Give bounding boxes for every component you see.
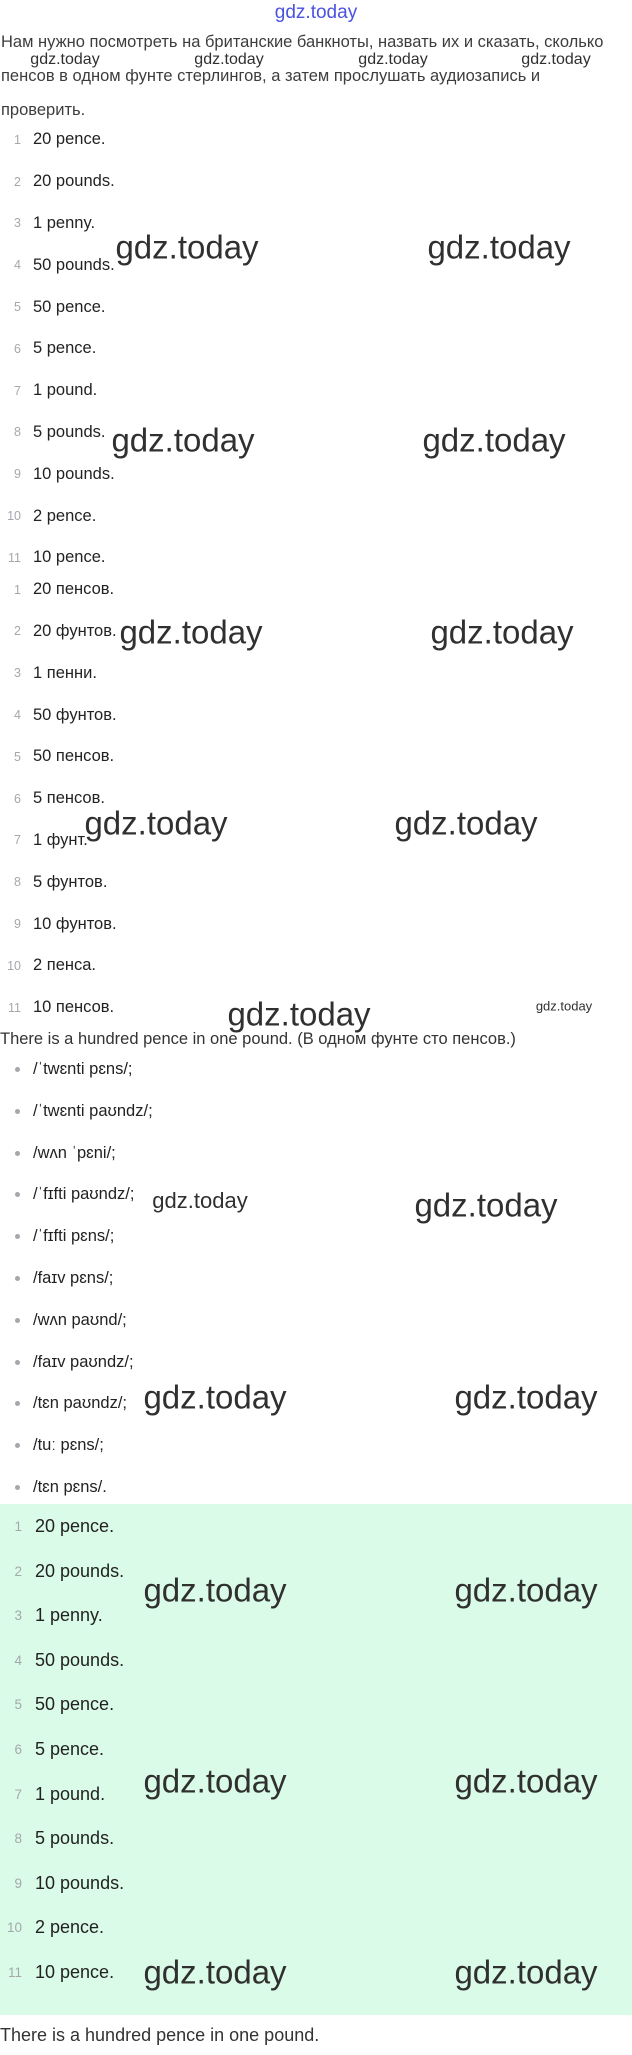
item-text: 1 фунт. [33,830,88,849]
list-item [0,370,632,412]
transcription-text: /ˈfɪfti paʊndz/; [33,1185,135,1204]
site-link[interactable]: gdz.today [274,2,358,23]
item-number: 5 [14,1697,22,1713]
item-number: 11 [8,550,21,565]
list-item [0,1638,632,1683]
item-number: 4 [14,708,21,723]
list-item [0,412,632,454]
transcription-text: /wʌn paʊnd/; [33,1310,127,1329]
bullet-icon [15,1234,20,1239]
item-number: 7 [14,383,21,398]
list-item [0,1950,632,1995]
item-number: 8 [14,1831,22,1847]
item-text: 10 пенсов. [33,998,115,1017]
transcription-text: /ˈtwɛnti pɛns/; [33,1059,133,1078]
list-item [0,1216,632,1258]
transcription-text: /tɛn paʊndz/; [33,1394,127,1413]
bullet-icon [15,1276,20,1281]
task-description: Нам нужно посмотреть на британские банкноты, назвать их и сказать, сколько пенсов в одном фунте стерлингов, а затем прослушать аудиозапись и проверить. [1,33,604,119]
list-item [0,903,632,945]
item-text: 20 pounds. [35,1560,125,1581]
bullet-icon [15,1318,20,1323]
item-number: 1 [14,1519,22,1535]
item-number: 10 [6,1920,22,1936]
item-number: 9 [14,917,21,932]
item-number: 7 [14,833,21,848]
watermark: gdz.today [454,1953,598,1991]
transcription-text: /faɪv paʊndz/; [33,1352,134,1371]
list-item [0,453,632,495]
bullet-icon [15,1151,20,1156]
list-item [0,286,632,328]
item-text: 10 pounds. [35,1872,125,1893]
item-number: 9 [14,1875,22,1891]
answer-list [0,1504,632,1995]
watermark: gdz.today [427,228,571,266]
list-item [0,1341,632,1383]
item-number: 10 [7,958,21,973]
watermark: gdz.today [115,228,259,266]
list-item [0,1906,632,1951]
watermark: gdz.today [152,1188,248,1213]
list-item [0,1299,632,1341]
bullet-icon [15,1485,20,1490]
item-text: 20 фунтов. [33,621,117,640]
item-text: 10 фунтов. [33,914,117,933]
english-answers-list [0,119,632,579]
transcription-text: /ˈtwɛnti paʊndz/; [33,1101,153,1120]
item-number: 11 [8,1000,21,1015]
item-text: 5 пенсов. [33,789,105,808]
bullet-icon [15,1192,20,1197]
watermark: gdz.today [422,421,566,459]
watermark: gdz.today [143,1571,287,1609]
transcription-text: /faɪv pɛns/; [33,1268,114,1287]
list-item [0,1816,632,1861]
list-item [0,1504,632,1549]
item-number: 1 [14,582,21,597]
list-item [0,161,632,203]
list-item [0,694,632,736]
transcription-text: /ˈfɪfti pɛns/; [33,1227,115,1246]
list-item [0,945,632,987]
pence-per-pound-statement: There is a hundred pence in one pound. (В одном фунте сто пенсов.) [0,1029,516,1048]
item-number: 3 [14,666,21,681]
list-item [0,1772,632,1817]
watermark: gdz.today [119,613,263,651]
bullet-icon [15,1109,20,1114]
russian-translation-list [0,569,632,1033]
item-text: 20 pence. [35,1516,115,1537]
item-text: 5 pence. [35,1739,105,1760]
answer-box [0,1504,632,2015]
item-text: 20 pence. [33,130,106,149]
item-number: 2 [14,174,21,189]
watermark: gdz.today [143,1378,287,1416]
watermark: gdz.today [111,421,255,459]
item-number: 4 [14,1652,22,1668]
list-item [0,987,632,1033]
list-item [0,736,632,778]
item-text: 50 пенсов. [33,747,115,766]
list-item [0,1132,632,1174]
item-number: 2 [14,1563,22,1579]
watermark: gdz.today [535,998,593,1014]
list-item [0,611,632,653]
item-number: 10 [7,509,21,524]
item-text: 1 pound. [33,381,98,400]
item-text: 1 penny. [33,213,96,232]
item-number: 6 [14,1742,22,1758]
list-item [0,244,632,286]
list-item [0,203,632,245]
item-number: 2 [14,624,21,639]
watermark: gdz.today [454,1378,598,1416]
item-text: 2 pence. [33,506,97,525]
watermark: gdz.today [227,995,371,1033]
list-item [0,1258,632,1300]
item-number: 8 [14,875,21,890]
list-item [0,861,632,903]
list-item [0,1861,632,1906]
list-item [0,652,632,694]
item-text: 50 pence. [35,1694,115,1715]
item-text: 2 pence. [35,1917,105,1938]
item-number: 4 [14,258,21,273]
transcription-list [0,1049,632,1509]
list-item [0,1727,632,1772]
item-text: 1 пенни. [33,663,97,682]
watermark: gdz.today [143,1953,287,1991]
bullet-icon [15,1401,20,1406]
item-text: 10 pence. [33,548,106,567]
item-text: 20 пенсов. [33,580,115,599]
item-number: 1 [14,132,21,147]
watermark: gdz.today [84,804,228,842]
list-item [0,569,632,611]
transcription-text: /tuː pɛns/; [33,1436,104,1455]
list-item [0,495,632,537]
list-item [0,1549,632,1594]
list-item [0,1090,632,1132]
item-number: 6 [14,791,21,806]
item-text: 10 pence. [35,1962,115,1983]
item-text: 5 pence. [33,339,97,358]
list-item [0,820,632,862]
item-text: 50 pounds. [35,1649,125,1670]
list-item [0,1593,632,1638]
item-text: 10 pounds. [33,464,115,483]
item-text: 20 pounds. [33,172,115,191]
item-text: 5 фунтов. [33,872,108,891]
item-number: 3 [14,216,21,231]
watermark: gdz.today [454,1571,598,1609]
watermark: gdz.today [358,51,428,68]
watermark: gdz.today [454,1762,598,1800]
watermark: gdz.today [143,1762,287,1800]
item-text: 5 pounds. [33,422,106,441]
watermark: gdz.today [394,804,538,842]
list-item [0,1467,632,1509]
list-item [0,1174,632,1216]
item-number: 11 [7,1965,22,1981]
list-item [0,778,632,820]
item-number: 5 [14,749,21,764]
bullet-icon [15,1360,20,1365]
watermark: gdz.today [430,613,574,651]
answer-conclusion: There is a hundred pence in one pound. [0,2024,320,2045]
watermark: gdz.today [521,51,591,68]
item-number: 9 [14,467,21,482]
item-text: 2 пенса. [33,956,96,975]
item-text: 50 pence. [33,297,106,316]
watermark: gdz.today [30,51,100,68]
transcription-text: /tɛn pɛns/. [33,1477,107,1496]
watermark: gdz.today [194,51,264,68]
item-text: 1 pound. [35,1783,106,1804]
item-number: 3 [14,1608,22,1624]
list-item [0,1378,632,1425]
watermark: gdz.today [414,1186,558,1224]
item-number: 7 [14,1786,22,1802]
item-text: 50 pounds. [33,255,115,274]
item-number: 6 [14,341,21,356]
transcription-text: /wʌn ˈpɛni/; [33,1143,116,1162]
bullet-icon [15,1443,20,1448]
item-number: 5 [14,300,21,315]
item-text: 1 penny. [35,1605,103,1626]
list-item [0,1425,632,1467]
bullet-icon [15,1067,20,1072]
item-text: 5 pounds. [35,1828,115,1849]
list-item [0,119,632,161]
item-number: 8 [14,425,21,440]
list-item [0,1049,632,1091]
list-item [0,1683,632,1728]
item-text: 50 фунтов. [33,705,117,724]
list-item [0,328,632,370]
